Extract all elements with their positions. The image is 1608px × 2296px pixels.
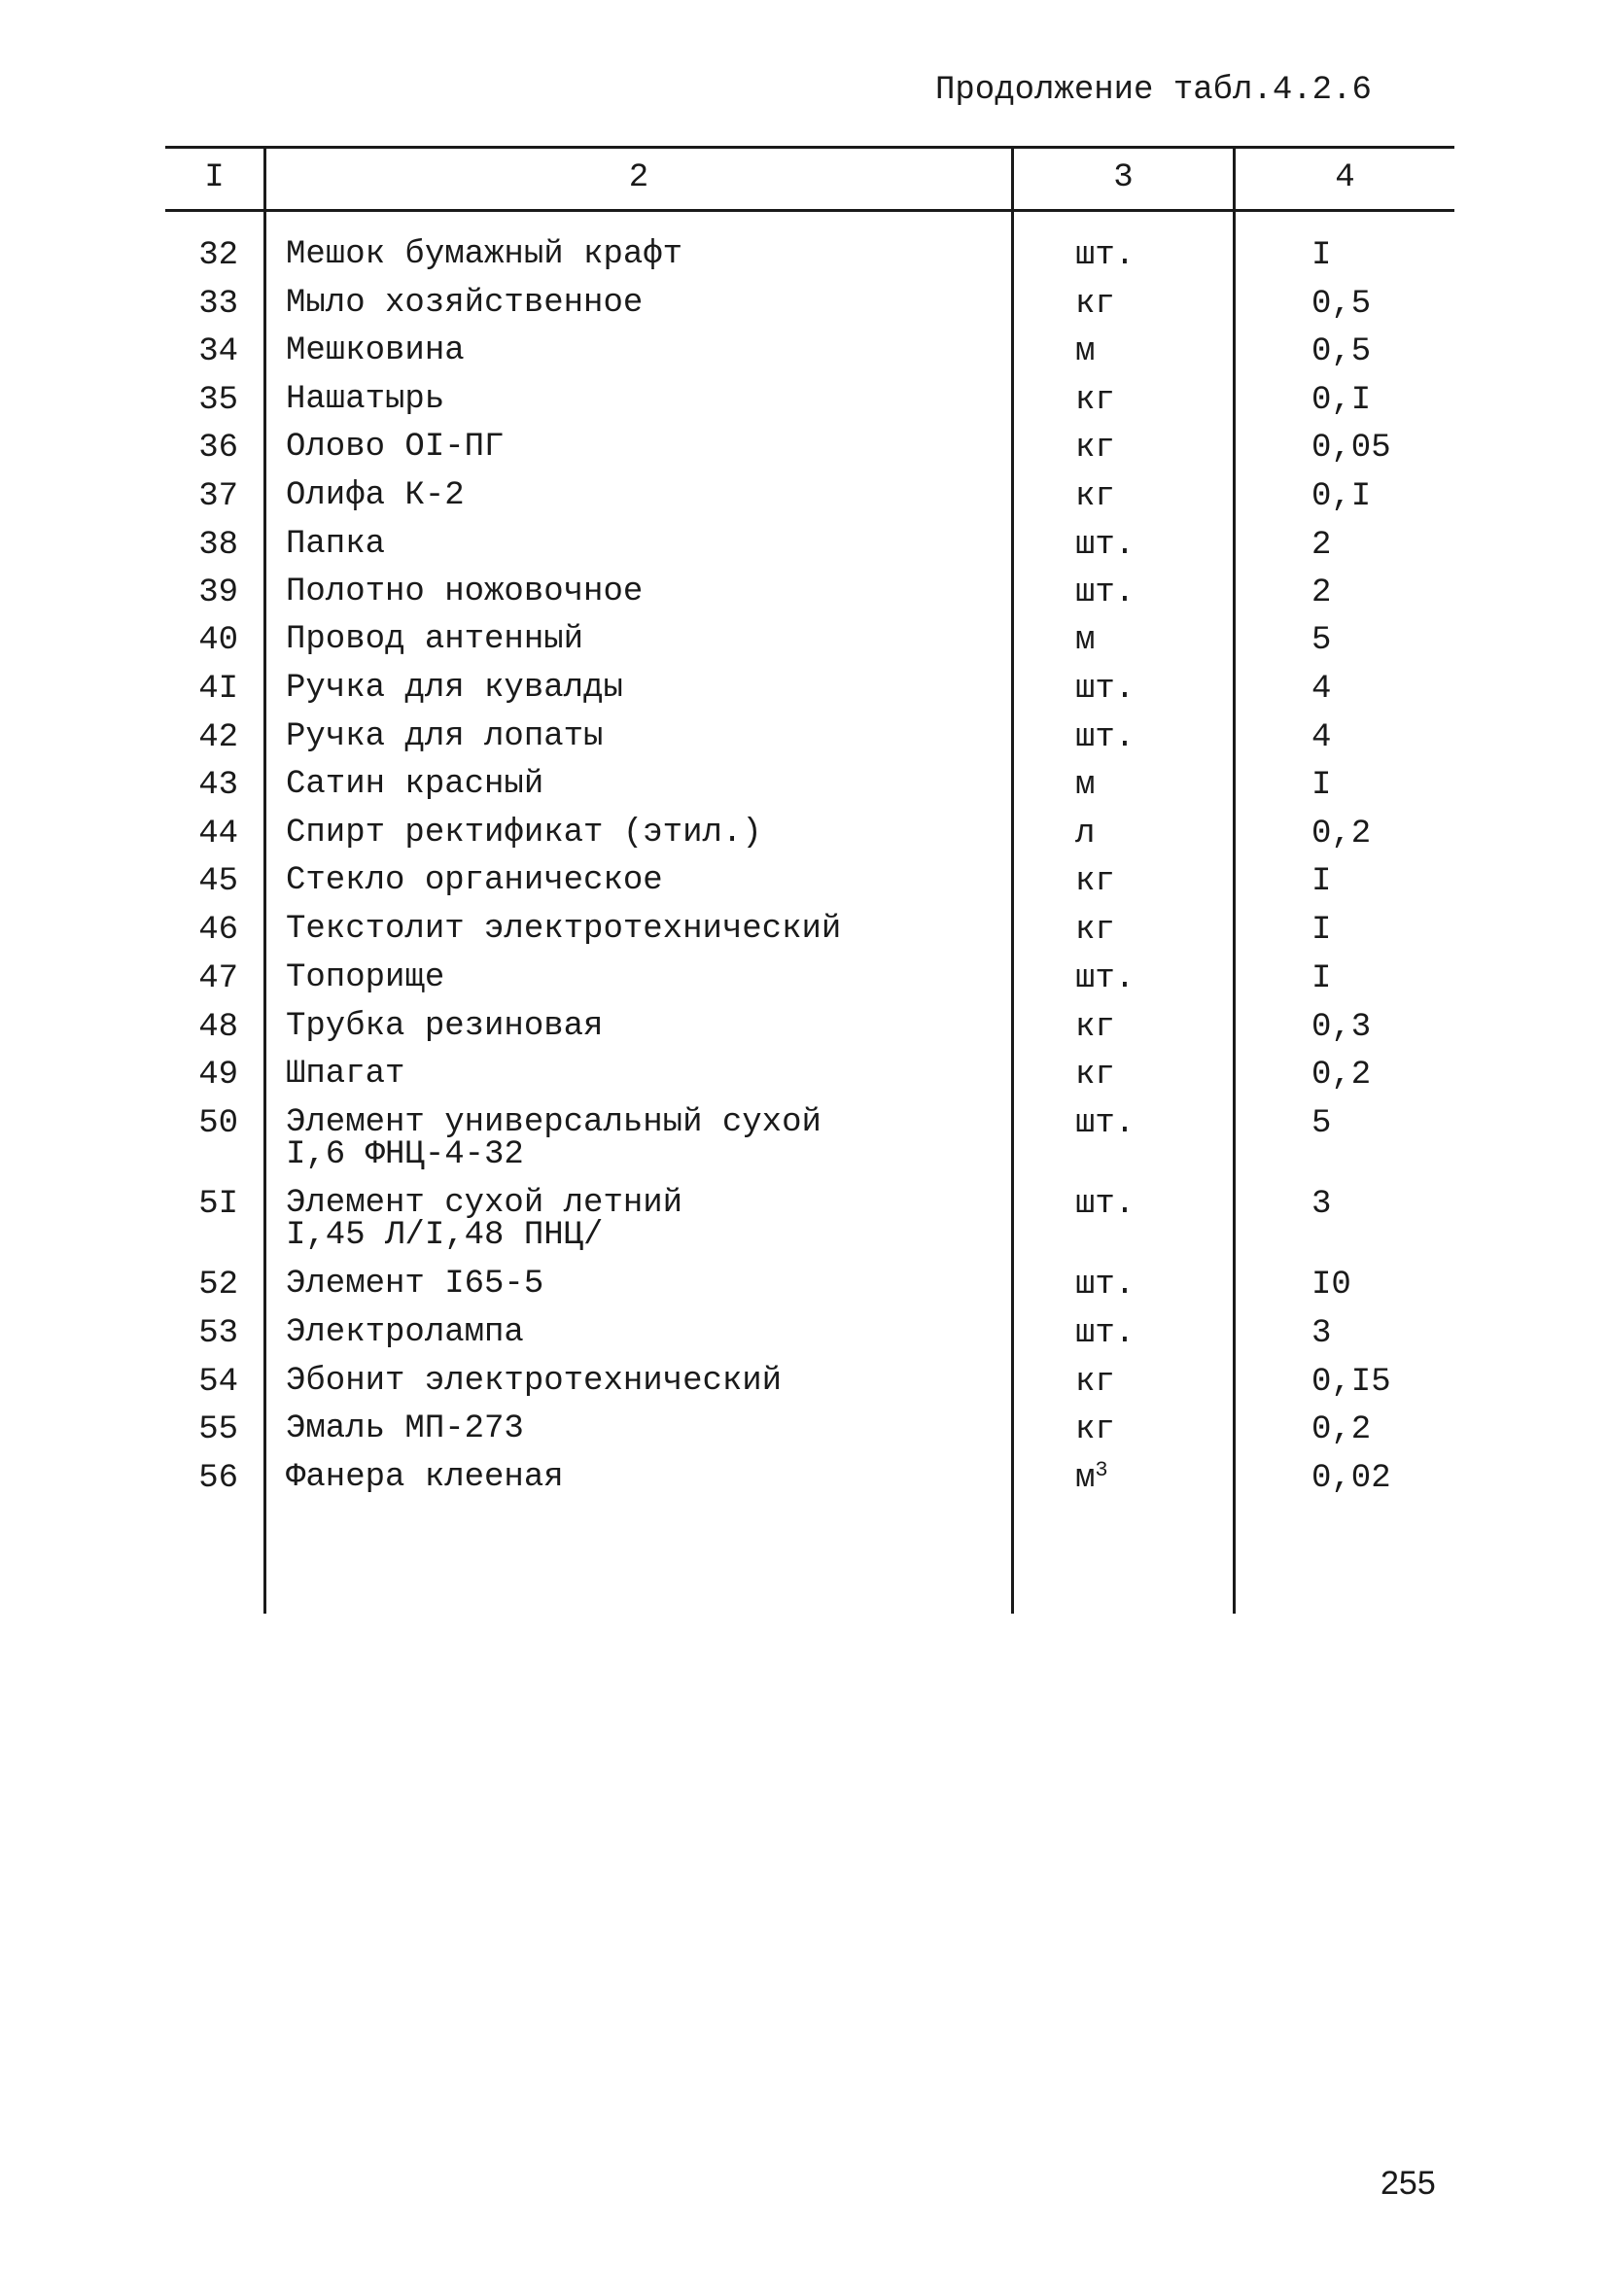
row-number: 56 xyxy=(198,1460,238,1497)
item-name-line: Папка xyxy=(286,526,386,563)
table-row xyxy=(0,236,1608,288)
item-name-line: Трубка резиновая xyxy=(286,1008,604,1045)
row-number: 34 xyxy=(198,333,238,370)
row-number: 42 xyxy=(198,719,238,756)
item-name-line: Олифа К-2 xyxy=(286,477,465,514)
row-number: 52 xyxy=(198,1267,238,1304)
item-name xyxy=(286,1008,604,1045)
row-number: 4I xyxy=(198,671,238,708)
unit-of-measure xyxy=(1075,1059,1115,1092)
item-name xyxy=(286,911,842,948)
item-name-line: Мешковина xyxy=(286,332,465,369)
item-name-line: Олово ОI-ПГ xyxy=(286,429,505,466)
table-row xyxy=(0,285,1608,336)
unit-of-measure xyxy=(1075,818,1095,851)
unit-text: шт. xyxy=(1075,671,1136,708)
row-number: 45 xyxy=(198,863,238,900)
row-number: 39 xyxy=(198,574,238,611)
item-name-line: Мыло хозяйственное xyxy=(286,285,644,322)
table-row xyxy=(0,381,1608,433)
row-number: 44 xyxy=(198,816,238,852)
table-row xyxy=(0,526,1608,577)
quantity: 4 xyxy=(1311,719,1332,756)
item-name xyxy=(286,526,386,563)
unit-of-measure xyxy=(1075,962,1135,995)
row-number: 54 xyxy=(198,1364,238,1401)
item-name-line: Элемент универсальный сухой xyxy=(286,1104,821,1141)
item-name xyxy=(286,285,644,322)
item-name-line: Топорище xyxy=(286,959,445,996)
item-name xyxy=(286,332,465,369)
item-name xyxy=(286,862,663,899)
page-number: 255 xyxy=(1381,2165,1436,2202)
unit-text: кг xyxy=(1075,1411,1115,1448)
unit-text: шт. xyxy=(1075,1267,1136,1304)
table-row xyxy=(0,815,1608,866)
table-row xyxy=(0,766,1608,818)
unit-of-measure xyxy=(1075,1458,1108,1497)
row-number: 53 xyxy=(198,1315,238,1352)
unit-text: м xyxy=(1075,767,1096,804)
unit-of-measure xyxy=(1075,914,1115,947)
quantity: I xyxy=(1311,237,1332,274)
item-name-line-2: I,45 Л/I,48 ПНЦ/ xyxy=(286,1217,604,1254)
item-name xyxy=(286,1363,783,1400)
item-name xyxy=(286,429,505,466)
unit-text: шт. xyxy=(1075,237,1136,274)
item-name xyxy=(286,1056,405,1093)
table-row xyxy=(0,1008,1608,1060)
unit-text: кг xyxy=(1075,286,1115,323)
item-name xyxy=(286,718,604,755)
unit-text: кг xyxy=(1075,912,1115,949)
quantity: 3 xyxy=(1311,1315,1332,1352)
item-name xyxy=(286,236,683,273)
column-header-3: 3 xyxy=(1113,159,1134,196)
quantity: 2 xyxy=(1311,527,1332,564)
unit-of-measure xyxy=(1075,769,1095,802)
unit-of-measure xyxy=(1075,335,1095,368)
unit-of-measure xyxy=(1075,1413,1115,1446)
table-row xyxy=(0,1056,1608,1107)
table-row xyxy=(0,959,1608,1011)
quantity: 0,2 xyxy=(1311,1057,1372,1094)
table-row xyxy=(0,621,1608,673)
unit-text: шт. xyxy=(1075,527,1136,564)
row-number: 36 xyxy=(198,430,238,467)
quantity: 5 xyxy=(1311,622,1332,659)
item-name-line: Шпагат xyxy=(286,1056,405,1093)
unit-of-measure xyxy=(1075,480,1115,513)
quantity: 0,5 xyxy=(1311,333,1372,370)
row-number: 37 xyxy=(198,478,238,515)
unit-text: кг xyxy=(1075,1057,1115,1094)
unit-text: шт. xyxy=(1075,1186,1136,1223)
row-number: 48 xyxy=(198,1009,238,1046)
quantity: 0,02 xyxy=(1311,1460,1391,1497)
unit-of-measure xyxy=(1075,721,1135,754)
unit-text: шт. xyxy=(1075,1315,1136,1352)
unit-of-measure xyxy=(1075,1366,1115,1399)
quantity: 0,2 xyxy=(1311,816,1372,852)
item-name xyxy=(286,1314,524,1351)
table-row xyxy=(0,332,1608,384)
item-name-line: Сатин красный xyxy=(286,766,544,803)
item-name-line: Стекло органическое xyxy=(286,862,663,899)
item-name xyxy=(286,621,584,658)
row-number: 43 xyxy=(198,767,238,804)
unit-of-measure xyxy=(1075,673,1135,706)
unit-of-measure xyxy=(1075,432,1115,465)
quantity: I xyxy=(1311,960,1332,997)
item-name-line: Элемент сухой летний xyxy=(286,1185,683,1222)
unit-text: м xyxy=(1075,622,1096,659)
table-row xyxy=(0,1458,1608,1511)
table-row xyxy=(0,477,1608,529)
quantity: 0,5 xyxy=(1311,286,1372,323)
unit-text: кг xyxy=(1075,863,1115,900)
unit-of-measure xyxy=(1075,1269,1135,1302)
item-name-line: Фанера клееная xyxy=(286,1459,564,1496)
quantity: I xyxy=(1311,912,1332,949)
item-name-line: Провод антенный xyxy=(286,621,584,658)
quantity: I0 xyxy=(1311,1267,1351,1304)
item-name xyxy=(286,815,762,852)
item-name-line: Текстолит электротехнический xyxy=(286,911,842,948)
item-name xyxy=(286,381,445,418)
column-header-1: I xyxy=(204,159,225,196)
unit-of-measure xyxy=(1075,288,1115,321)
row-number: 5I xyxy=(198,1186,238,1223)
table-row xyxy=(0,1410,1608,1462)
row-number: 33 xyxy=(198,286,238,323)
unit-of-measure xyxy=(1075,865,1115,898)
unit-text: кг xyxy=(1075,1364,1115,1401)
quantity: 0,2 xyxy=(1311,1411,1372,1448)
item-name-line: Электролампа xyxy=(286,1314,524,1351)
item-name xyxy=(286,1266,544,1303)
table-row xyxy=(0,1266,1608,1317)
item-name-line: Эбонит электротехнический xyxy=(286,1363,783,1400)
quantity: 3 xyxy=(1311,1186,1332,1223)
item-name-line: Ручка для лопаты xyxy=(286,718,604,755)
item-name-line-2: I,6 ФНЦ-4-32 xyxy=(286,1136,524,1173)
item-name xyxy=(286,766,544,803)
unit-text: м xyxy=(1075,333,1096,370)
table-row xyxy=(0,1363,1608,1414)
table-row xyxy=(0,670,1608,721)
row-number: 38 xyxy=(198,527,238,564)
unit-text: шт. xyxy=(1075,719,1136,756)
row-number: 35 xyxy=(198,382,238,419)
table-row xyxy=(0,718,1608,770)
item-name-line: Ручка для кувалды xyxy=(286,670,623,707)
quantity: 0,I xyxy=(1311,382,1372,419)
item-name-line: Мешок бумажный крафт xyxy=(286,236,683,273)
quantity: I xyxy=(1311,767,1332,804)
unit-text: шт. xyxy=(1075,1105,1136,1142)
unit-of-measure xyxy=(1075,624,1095,657)
unit-of-measure xyxy=(1075,529,1135,562)
item-name xyxy=(286,477,465,514)
row-number: 49 xyxy=(198,1057,238,1094)
unit-superscript: 3 xyxy=(1095,1458,1108,1482)
column-header-4: 4 xyxy=(1335,159,1355,196)
item-name xyxy=(286,1185,683,1254)
quantity: 0,3 xyxy=(1311,1009,1372,1046)
item-name xyxy=(286,1104,821,1173)
quantity: 2 xyxy=(1311,574,1332,611)
row-number: 47 xyxy=(198,960,238,997)
item-name-line: Элемент I65-5 xyxy=(286,1266,544,1303)
table-row xyxy=(0,862,1608,914)
item-name xyxy=(286,576,643,609)
row-number: 50 xyxy=(198,1105,238,1142)
quantity: 5 xyxy=(1311,1105,1332,1142)
row-number: 46 xyxy=(198,912,238,949)
item-name xyxy=(286,1459,564,1496)
unit-text: шт. xyxy=(1075,574,1136,611)
row-number: 55 xyxy=(198,1411,238,1448)
unit-text: кг xyxy=(1075,382,1115,419)
quantity: 0,05 xyxy=(1311,430,1391,467)
unit-of-measure xyxy=(1075,384,1115,417)
table-row xyxy=(0,911,1608,962)
table-row xyxy=(0,429,1608,480)
table-row xyxy=(0,1104,1608,1173)
unit-text: м xyxy=(1075,1460,1096,1497)
item-name-line: Нашатырь xyxy=(286,381,445,418)
unit-of-measure xyxy=(1075,1188,1135,1221)
unit-text: шт. xyxy=(1075,960,1136,997)
item-name xyxy=(286,670,623,707)
item-name xyxy=(286,1410,524,1447)
row-number: 32 xyxy=(198,237,238,274)
unit-of-measure xyxy=(1075,1107,1135,1140)
unit-text: кг xyxy=(1075,1009,1115,1046)
table-continuation-caption: Продолжение табл.4.2.6 xyxy=(935,72,1372,109)
item-name xyxy=(286,959,445,996)
table-row xyxy=(0,576,1608,625)
row-number: 40 xyxy=(198,622,238,659)
unit-text: л xyxy=(1075,816,1096,852)
quantity: 4 xyxy=(1311,671,1332,708)
column-header-2: 2 xyxy=(628,159,649,196)
item-name-line: Спирт ректификат (этил.) xyxy=(286,815,762,852)
unit-of-measure xyxy=(1075,576,1135,609)
item-name-line: Эмаль МП-273 xyxy=(286,1410,524,1447)
unit-text: кг xyxy=(1075,430,1115,467)
table-row xyxy=(0,1314,1608,1366)
unit-of-measure xyxy=(1075,1317,1135,1350)
unit-of-measure xyxy=(1075,239,1135,272)
table-row xyxy=(0,1185,1608,1254)
quantity: I xyxy=(1311,863,1332,900)
unit-text: кг xyxy=(1075,478,1115,515)
item-name-line: Полотно ножовочное xyxy=(286,574,644,610)
quantity: 0,I5 xyxy=(1311,1364,1391,1401)
quantity: 0,I xyxy=(1311,478,1372,515)
unit-of-measure xyxy=(1075,1011,1115,1044)
